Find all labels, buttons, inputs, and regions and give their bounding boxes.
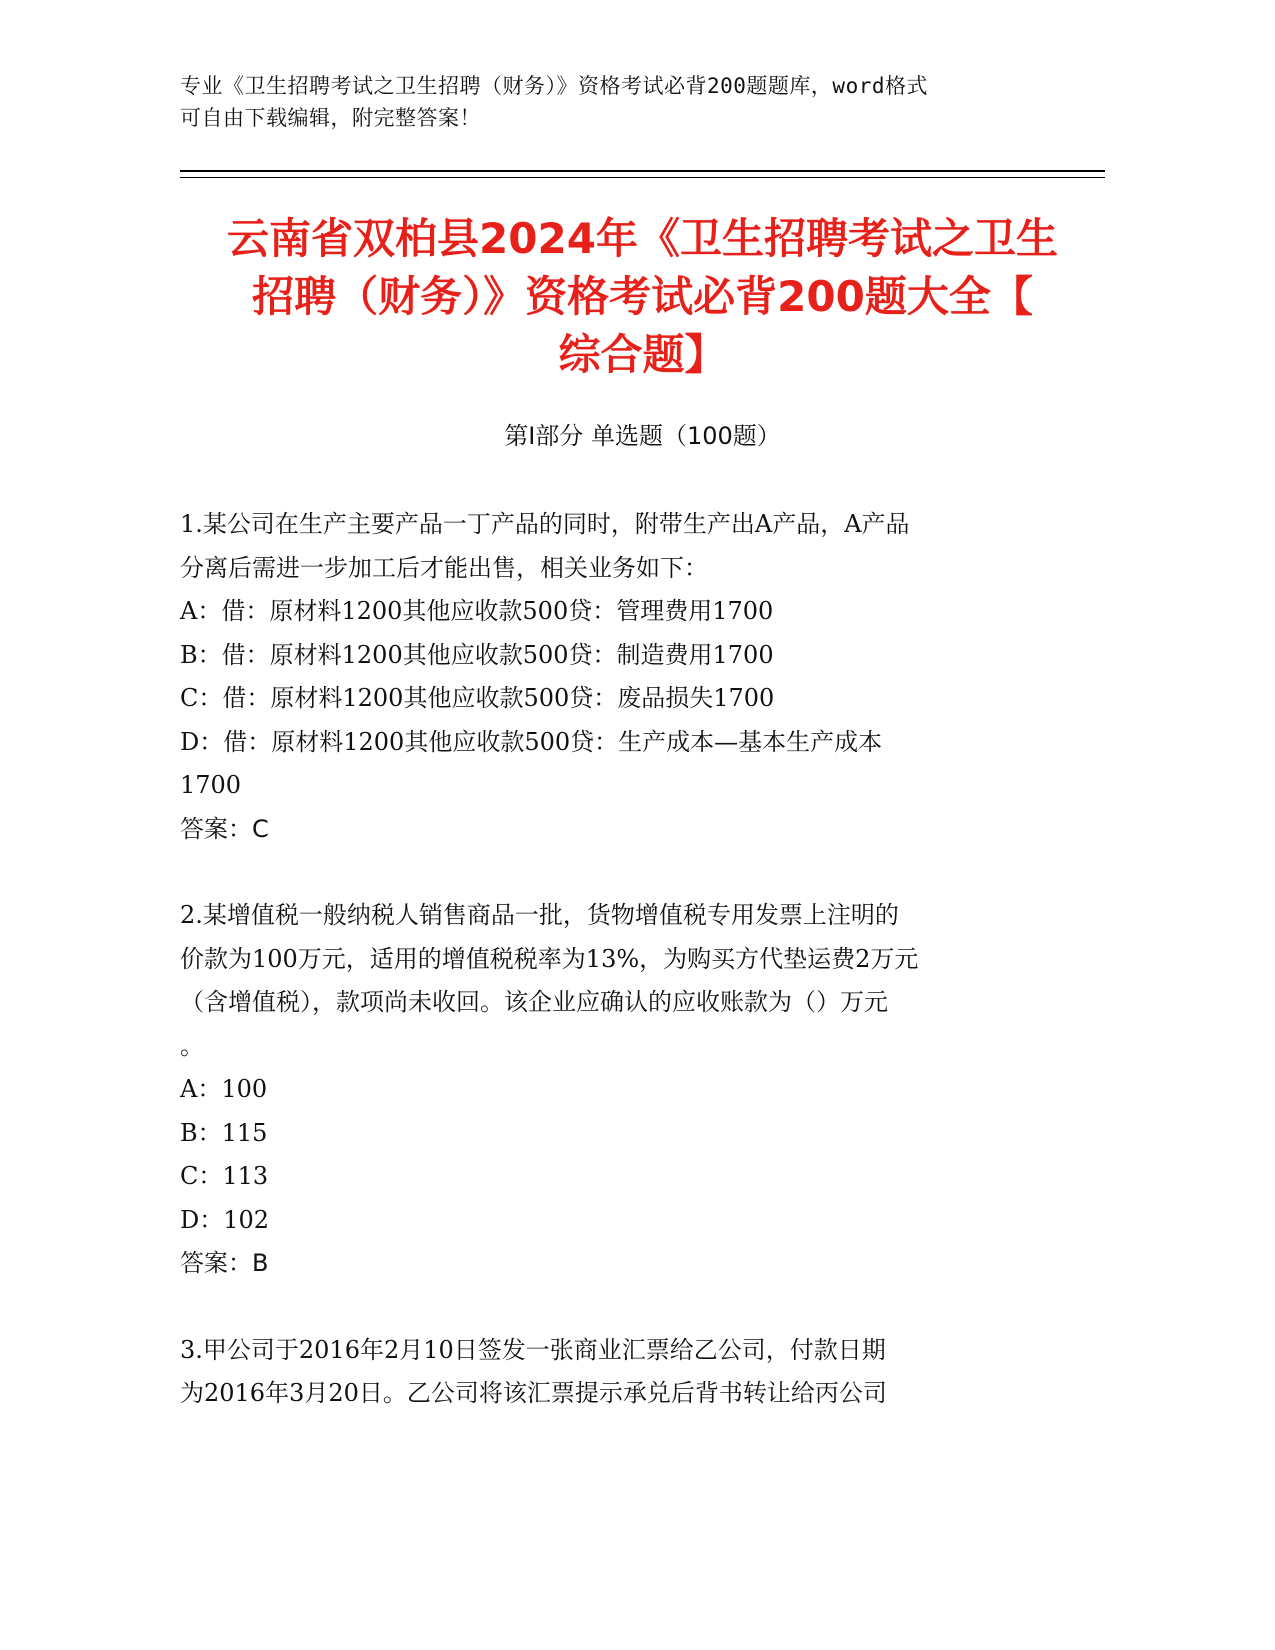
header-note-line: 专业《卫生招聘考试之卫生招聘（财务）》资格考试必背200题题库，word格式 xyxy=(180,74,928,98)
question-stem-line: （含增值税），款项尚未收回。该企业应确认的应收账款为（）万元 xyxy=(180,988,888,1016)
answer: 答案：C xyxy=(180,814,269,843)
option-d-continued: 1700 xyxy=(180,771,242,799)
question-1 xyxy=(180,503,1060,851)
header-rule-thick xyxy=(180,170,1105,172)
document-title xyxy=(150,210,1135,384)
question-2 xyxy=(180,894,1060,1286)
option-b: B：115 xyxy=(180,1118,268,1147)
header-note-line: 可自由下载编辑，附完整答案！ xyxy=(180,106,481,130)
question-3 xyxy=(180,1329,1060,1416)
option-b: B：借：原材料1200其他应收款500贷：制造费用1700 xyxy=(180,640,774,669)
question-stem-line: 1.某公司在生产主要产品一丁产品的同时，附带生产出A产品，A产品 xyxy=(180,510,910,538)
section-title: 第Ⅰ部分 单选题（100题） xyxy=(504,422,781,450)
answer: 答案：B xyxy=(180,1249,269,1277)
document-title-line: 招聘（财务）》资格考试必背200题大全【 xyxy=(252,272,1033,321)
header-note xyxy=(180,70,1040,134)
question-stem-line: 3.甲公司于2016年2月10日签发一张商业汇票给乙公司，付款日期 xyxy=(180,1335,886,1364)
question-stem-line: 分离后需进一步加工后才能出售，相关业务如下： xyxy=(180,553,708,582)
document-title-line: 云南省双柏县2024年《卫生招聘考试之卫生 xyxy=(227,214,1058,263)
header-rule-thin xyxy=(180,177,1105,178)
option-a: A：借：原材料1200其他应收款500贷：管理费用1700 xyxy=(180,597,774,625)
question-stem-line: 价款为100万元，适用的增值税税率为13%，为购买方代垫运费2万元 xyxy=(180,944,919,973)
question-stem-line: 。 xyxy=(180,1031,204,1060)
option-d: D：102 xyxy=(180,1205,270,1234)
option-d: D：借：原材料1200其他应收款500贷：生产成本—基本生产成本 xyxy=(180,727,883,756)
question-stem-line: 为2016年3月20日。乙公司将该汇票提示承兑后背书转让给丙公司 xyxy=(180,1379,887,1407)
option-a: A：100 xyxy=(180,1075,268,1103)
option-c: C：113 xyxy=(180,1162,269,1190)
question-list xyxy=(180,503,1060,1459)
option-c: C：借：原材料1200其他应收款500贷：废品损失1700 xyxy=(180,684,775,712)
question-stem-line: 2.某增值税一般纳税人销售商品一批，货物增值税专用发票上注明的 xyxy=(180,901,899,929)
document-title-line: 综合题】 xyxy=(558,330,727,379)
